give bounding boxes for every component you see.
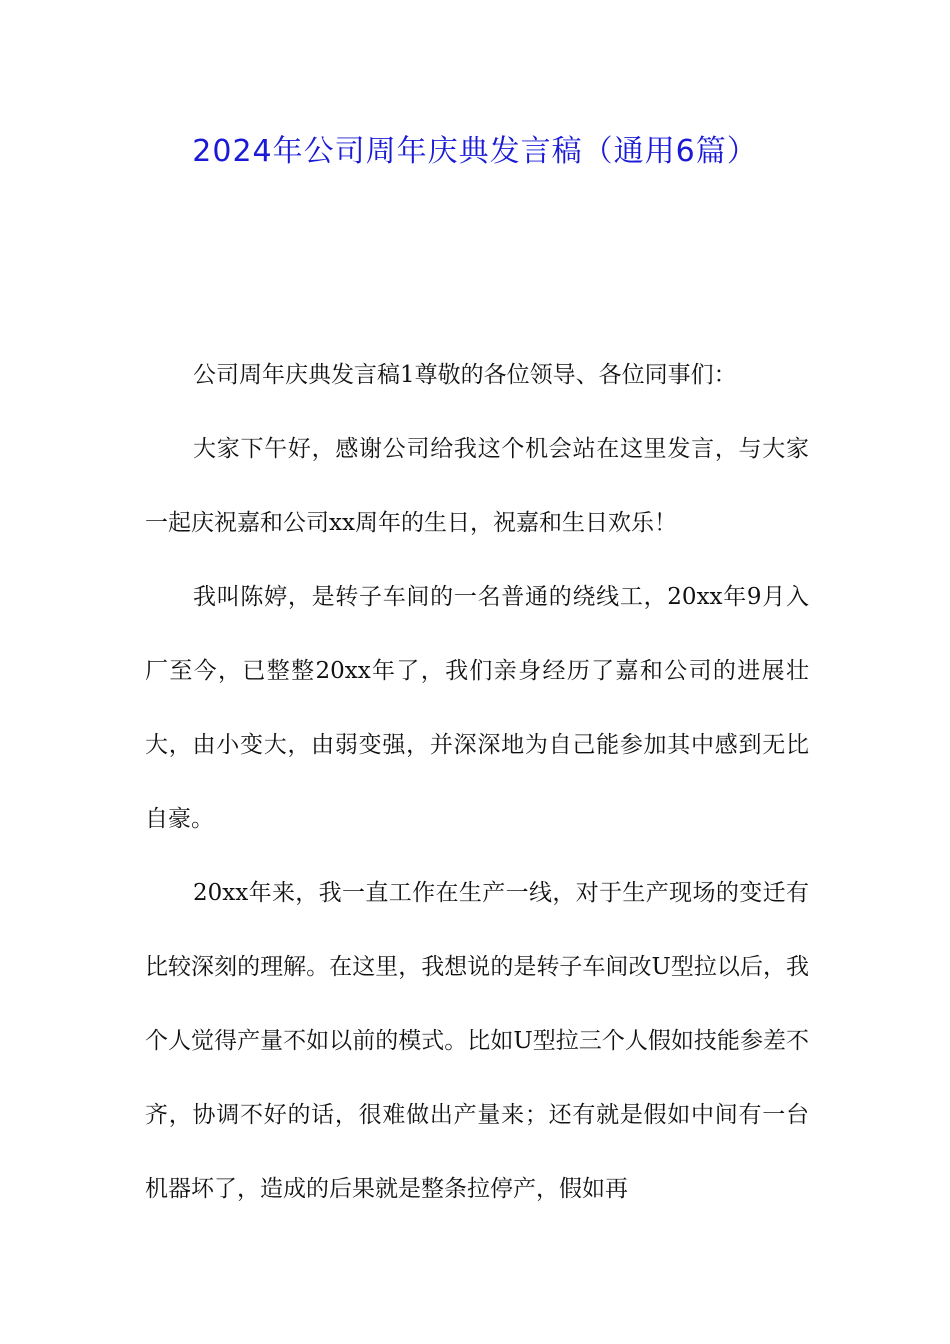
paragraph: 公司周年庆典发言稿1尊敬的各位领导、各位同事们： [193,362,737,388]
document-title: 2024年公司周年庆典发言稿（通用6篇） [192,134,758,169]
paragraph: 大家下午好，感谢公司给我这个机会站在这里发言，与大家一起庆祝嘉和公司xx周年的生日，祝嘉和生日欢乐！ [145,436,809,536]
paragraph: 20xx年来，我一直工作在生产一线，对于生产现场的变迁有比较深刻的理解。在这里，我想说的是转子车间改U型拉以后，我个人觉得产量不如以前的模式。比如U型拉三个人假如技能参差不齐，协调不好的话，很难做出产量来；还有就是假如中间有一台机器坏了，造成的后果就是整条拉停产，假如再 [145,880,809,1202]
paragraph: 我叫陈婷，是转子车间的一名普通的绕线工，20xx年9月入厂至今，已整整20xx年了，我们亲身经历了嘉和公司的进展壮大，由小变大，由弱变强，并深深地为自己能参加其中感到无比自豪。 [145,584,809,832]
document-body [145,338,809,1226]
